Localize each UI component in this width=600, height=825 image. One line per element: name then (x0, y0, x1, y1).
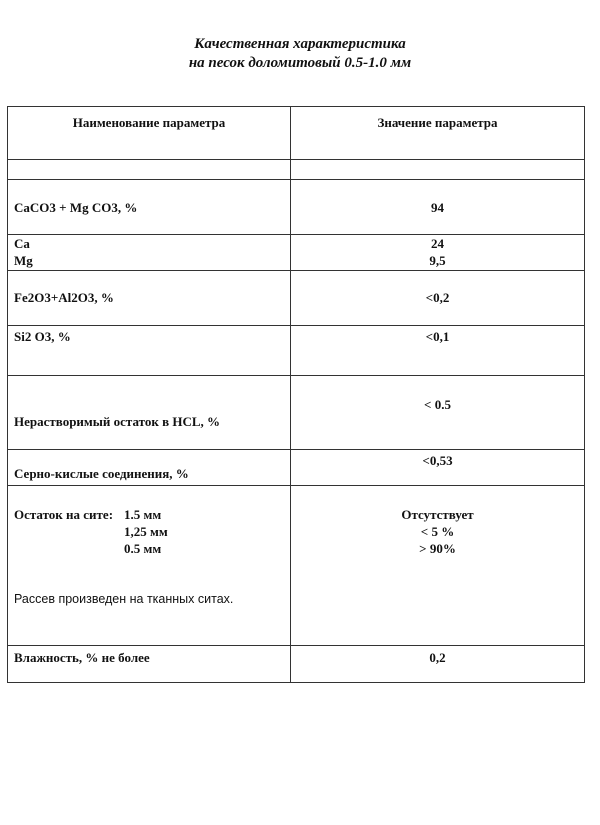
si-value: <0,1 (291, 326, 585, 376)
document-title-line-1: Качественная характеристика (194, 36, 406, 52)
header-parameter-name: Наименование параметра (8, 107, 291, 160)
table-row-caco3 (8, 180, 585, 235)
table-row-moisture (8, 646, 585, 683)
caco3-name: CaCO3 + Mg CO3, % (8, 180, 291, 235)
table-row-si (8, 326, 585, 376)
ca-value: 24 (431, 236, 444, 251)
document-title-line-2: на песок доломитовый 0.5-1.0 мм (188, 55, 412, 71)
header-parameter-value: Значение параметра (291, 107, 585, 160)
ca-mg-values (291, 235, 585, 271)
fe-name: Fe2O3+Al2O3, % (8, 271, 291, 326)
empty-cell (291, 160, 585, 180)
parameters-table (7, 106, 585, 683)
sulfate-value: <0,53 (291, 450, 585, 486)
table-row-sieve (8, 486, 585, 646)
moisture-name: Влажность, % не более (8, 646, 291, 683)
si-name: Si2 O3, % (8, 326, 291, 376)
sieve-value-1: Отсутствует (401, 507, 474, 522)
fe-value: <0,2 (291, 271, 585, 326)
table-row-empty (8, 160, 585, 180)
sieve-names (8, 486, 291, 646)
table-row-insoluble (8, 376, 585, 450)
empty-cell (8, 160, 291, 180)
sieve-note: Рассев произведен на тканных ситах. (14, 592, 234, 606)
sieve-size-2: 1,25 мм (124, 524, 168, 539)
insoluble-value: < 0.5 (291, 376, 585, 450)
ca-mg-names (8, 235, 291, 271)
sieve-value-3: > 90% (419, 541, 456, 556)
table-header-row (8, 107, 585, 160)
table-row-ca-mg (8, 235, 585, 271)
mg-name: Mg (14, 253, 33, 268)
mg-value: 9,5 (429, 253, 446, 268)
sieve-value-2: < 5 % (420, 524, 455, 539)
sieve-label: Остаток на сите: (14, 507, 114, 522)
ca-name: Ca (14, 236, 30, 251)
table-row-fe (8, 271, 585, 326)
table-row-sulfate (8, 450, 585, 486)
sieve-size-3: 0.5 мм (124, 541, 162, 556)
caco3-value: 94 (291, 180, 585, 235)
sieve-values (291, 486, 585, 646)
insoluble-name: Нерастворимый остаток в HCL, % (8, 376, 291, 450)
sulfate-name: Серно-кислые соединения, % (8, 450, 291, 486)
moisture-value: 0,2 (291, 646, 585, 683)
sieve-size-1: 1.5 мм (124, 507, 162, 522)
